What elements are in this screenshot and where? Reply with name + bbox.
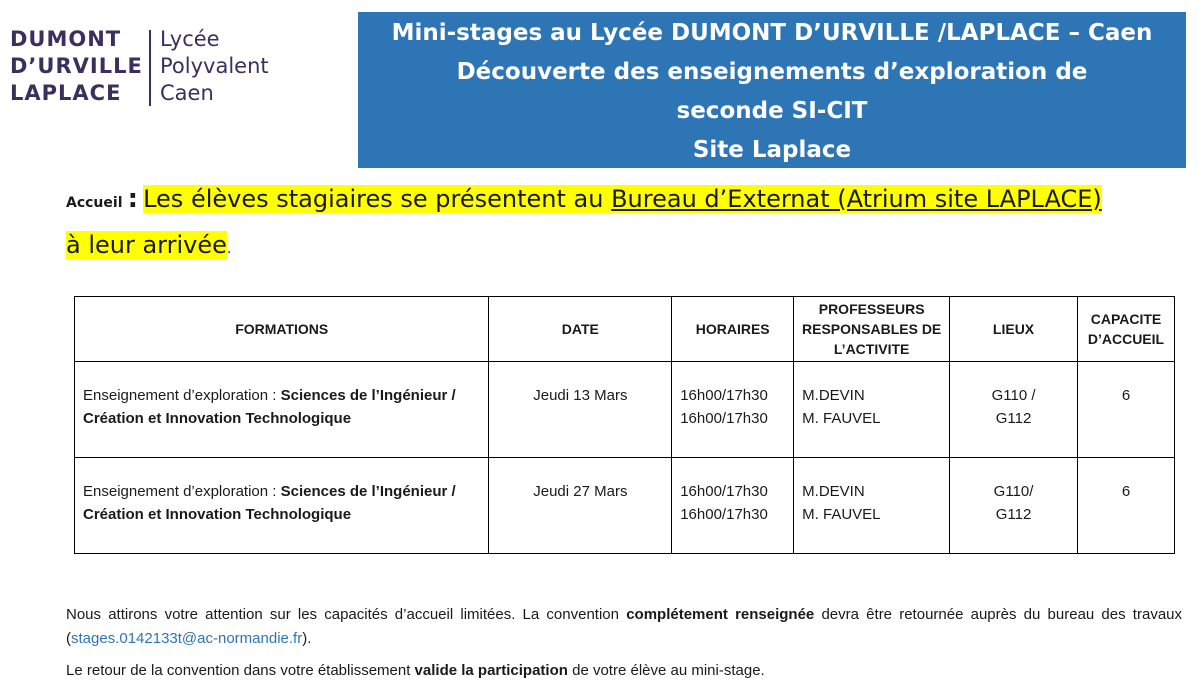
footer-paragraph: Nous attirons votre attention sur les capacités d’accueil limitées. La convention complétement renseignée devra être retournée auprès du bureau des travaux (stages.0142133t@ac-normandie.fr). bbox=[66, 606, 1182, 647]
title-line: Découverte des enseignements d’exploration de bbox=[456, 59, 1088, 85]
place-cell: G110/ G112 bbox=[950, 458, 1078, 554]
footer-notes bbox=[66, 603, 1182, 691]
teachers-cell: M.DEVIN M. FAUVEL bbox=[794, 362, 950, 458]
welcome-label: Accueil bbox=[66, 195, 123, 211]
logo-subtitle: Lycée Polyvalent Caen bbox=[160, 27, 269, 105]
table-row bbox=[75, 458, 1175, 554]
capacity-cell: 6 bbox=[1077, 362, 1174, 458]
table-header-row bbox=[75, 297, 1175, 362]
column-header: DATE bbox=[489, 297, 672, 362]
school-logo bbox=[8, 26, 288, 110]
formation-cell: Enseignement d’exploration : Sciences de l’Ingénieur / Création et Innovation Technologique bbox=[75, 362, 489, 458]
table-row bbox=[75, 362, 1175, 458]
column-header: CAPACITE D’ACCUEIL bbox=[1077, 297, 1174, 362]
contact-email-link[interactable]: stages.0142133t@ac-normandie.fr bbox=[71, 630, 303, 647]
column-header: HORAIRES bbox=[672, 297, 794, 362]
formation-cell: Enseignement d’exploration : Sciences de l’Ingénieur / Création et Innovation Technologique bbox=[75, 458, 489, 554]
welcome-location: Bureau d’Externat (Atrium site LAPLACE) bbox=[611, 185, 1102, 213]
column-header: PROFESSEURS RESPONSABLES DE L’ACTIVITE bbox=[794, 297, 950, 362]
column-header: LIEUX bbox=[950, 297, 1078, 362]
teachers-cell: M.DEVIN M. FAUVEL bbox=[794, 458, 950, 554]
logo-wordmark: DUMONT D’URVILLE LAPLACE bbox=[10, 27, 143, 105]
date-cell: Jeudi 13 Mars bbox=[489, 362, 672, 458]
hours-cell: 16h00/17h30 16h00/17h30 bbox=[672, 458, 794, 554]
welcome-notice: Accueil : Les élèves stagiaires se présentent au Bureau d’Externat (Atrium site LAPLACE) à leur arrivée. bbox=[66, 184, 1102, 259]
date-cell: Jeudi 27 Mars bbox=[489, 458, 672, 554]
welcome-highlight: Les élèves stagiaires se présentent au Bureau d’Externat (Atrium site LAPLACE) bbox=[143, 185, 1102, 213]
column-header: FORMATIONS bbox=[75, 297, 489, 362]
title-line: Mini-stages au Lycée DUMONT D’URVILLE /LAPLACE – Caen bbox=[391, 20, 1153, 46]
title-line: seconde SI-CIT bbox=[676, 98, 868, 124]
welcome-highlight-end: à leur arrivée bbox=[66, 231, 227, 259]
title-line: Site Laplace bbox=[692, 137, 852, 163]
page-title-banner bbox=[358, 12, 1186, 168]
schedule-table bbox=[74, 296, 1175, 554]
hours-cell: 16h00/17h30 16h00/17h30 bbox=[672, 362, 794, 458]
logo-divider bbox=[149, 30, 151, 106]
capacity-cell: 6 bbox=[1077, 458, 1174, 554]
welcome-colon: : bbox=[127, 184, 138, 214]
footer-paragraph: Le retour de la convention dans votre établissement valide la participation de votre élève au mini-stage. bbox=[66, 662, 765, 679]
place-cell: G110 / G112 bbox=[950, 362, 1078, 458]
